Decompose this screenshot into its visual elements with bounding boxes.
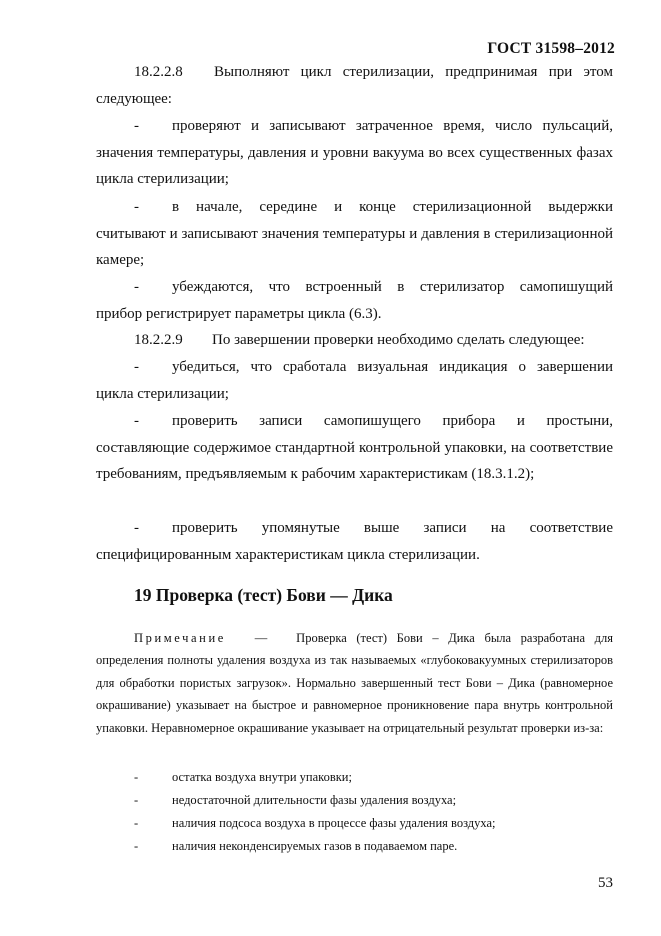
- list-item-first-line: [96, 408, 613, 435]
- list-item-text: проверить записи самопишущего прибора и простыни,: [172, 413, 613, 429]
- note-list-item-text: недостаточной длительности фазы удаления воздуха;: [172, 792, 457, 807]
- list-item-6: [96, 515, 613, 568]
- note-list: [134, 766, 614, 858]
- list-item-text: убеждаются, что встроенный в стерилизатор самопишущий: [172, 279, 613, 295]
- note-label: Примечание: [134, 631, 226, 645]
- list-item-continuation: специфицированным характеристикам цикла стерилизации.: [96, 546, 480, 563]
- list-item-text: проверяют и записывают затраченное время, число пульсаций,: [172, 118, 613, 134]
- list-item-5: [96, 408, 613, 488]
- list-dash: -: [134, 279, 139, 295]
- list-item-continuation: считывают и записывают значения температуры и давления в стерилизационной камере;: [96, 225, 613, 269]
- list-item-text: в начале, середине и конце стерилизационной выдержки: [172, 199, 613, 215]
- list-item-4: [96, 354, 613, 407]
- page-number: 53: [598, 875, 613, 891]
- note-continuation: определения полноты удаления воздуха из так называемых «глубоковакуумных стерилизаторов для обработки пористых загрузок». Нормально завершенный тест Бови – Дика (равномерное окрашивание) указывает на быстрое и равномерное проникновение пара внутрь контрольной упаковки. Неравномерное окрашивание указывает на отрицательный результат проверки из-за:: [96, 653, 613, 735]
- list-dash: -: [134, 838, 139, 853]
- note-list-item: [134, 766, 614, 789]
- clause-number: 18.2.2.9: [134, 332, 183, 348]
- list-item-1: [96, 113, 613, 193]
- note-list-item: [134, 835, 614, 858]
- list-dash: -: [134, 792, 139, 807]
- list-item-text: проверить упомянутые выше записи на соответствие: [172, 520, 613, 536]
- list-item-text: убедиться, что сработала визуальная индикация о завершении: [172, 359, 613, 375]
- paragraph-text: Выполняют цикл стерилизации, предпринимая при этом: [214, 64, 613, 80]
- list-item-continuation: составляющие содержимое стандартной контрольной упаковки, на соответствие требованиям, предъявляемым к рабочим характеристикам (18.3.1.2);: [96, 439, 613, 483]
- paragraph-18-2-2-8: [96, 59, 613, 112]
- note-first-line: [96, 627, 613, 649]
- paragraph-first-line: [96, 327, 613, 354]
- list-item-3: [96, 274, 613, 327]
- paragraph-text: По завершении проверки необходимо сделать следующее:: [212, 332, 585, 348]
- note-list-item-text: остатка воздуха внутри упаковки;: [172, 770, 352, 784]
- note-list-item: [134, 789, 614, 812]
- document-code: ГОСТ 31598–2012: [487, 40, 615, 57]
- list-item-first-line: [96, 354, 613, 381]
- list-dash: -: [134, 413, 139, 429]
- note-block: [96, 627, 613, 739]
- list-item-first-line: [96, 194, 613, 221]
- section-heading: 19 Проверка (тест) Бови — Дика: [134, 585, 393, 605]
- paragraph-first-line: [96, 59, 613, 86]
- list-item-first-line: [96, 113, 613, 140]
- list-item-continuation: цикла стерилизации;: [96, 385, 229, 402]
- note-text: Проверка (тест) Бови – Дика была разработана для: [296, 631, 614, 645]
- note-list-item-text: наличия неконденсируемых газов в подаваемом паре.: [172, 838, 458, 853]
- paragraph-18-2-2-9: [96, 327, 613, 354]
- list-dash: -: [134, 118, 139, 134]
- list-item-2: [96, 194, 613, 274]
- list-dash: -: [134, 359, 139, 375]
- paragraph-continuation: следующее:: [96, 90, 172, 107]
- list-item-first-line: [96, 515, 613, 542]
- list-dash: -: [134, 815, 139, 830]
- list-item-first-line: [96, 274, 613, 301]
- list-dash: -: [134, 199, 139, 215]
- list-item-continuation: прибор регистрирует параметры цикла (6.3).: [96, 305, 382, 322]
- list-dash: -: [134, 520, 139, 536]
- clause-number: 18.2.2.8: [134, 64, 183, 80]
- note-list-item-text: наличия подсоса воздуха в процессе фазы удаления воздуха;: [172, 815, 496, 830]
- note-separator: —: [254, 631, 268, 645]
- note-list-item: [134, 812, 614, 835]
- list-item-continuation: значения температуры, давления и уровни вакуума во всех существенных фазах цикла стерилизации;: [96, 144, 613, 188]
- list-dash: -: [134, 770, 139, 784]
